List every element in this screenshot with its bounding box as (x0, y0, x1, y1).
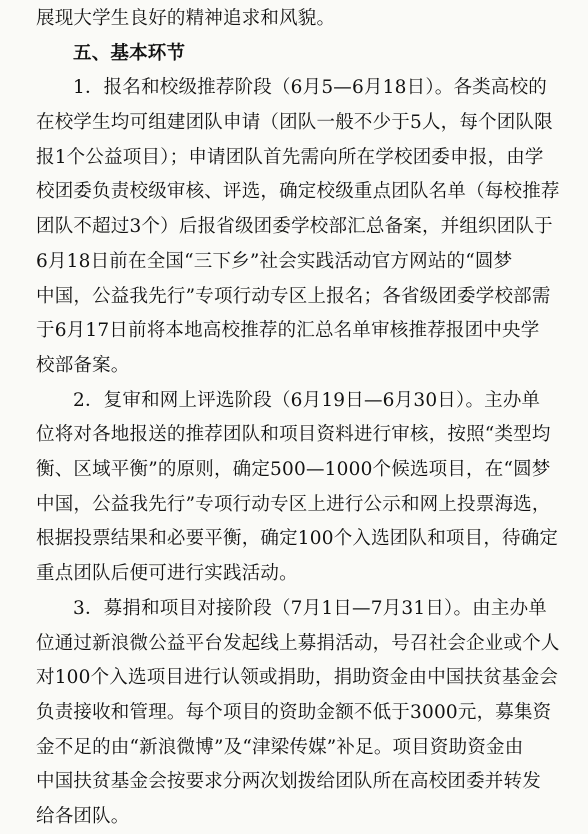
stage1-line-5 (0, 210, 588, 244)
stage2-text-5: 根据投票结果和必要平衡，确定100个入选团队和项目，待确定 (36, 528, 559, 550)
stage2-line-4 (0, 488, 588, 522)
stage1-text-9: 校部备案。 (36, 354, 130, 376)
stage3-text-4: 负责接收和管理。每个项目的资助金额不低于3000元，募集资 (36, 701, 552, 723)
stage3-line-1 (0, 592, 588, 626)
stage3-text-3: 对100个入选项目进行认领或捐助，捐助资金由中国扶贫基金会 (36, 667, 559, 689)
stage2-line-5 (0, 522, 588, 556)
stage3-text-2: 位通过新浪微公益平台发起线上募捐活动，号召社会企业或个人 (36, 632, 560, 654)
stage2-line-2 (0, 418, 588, 452)
stage3-line-3 (0, 661, 588, 695)
stage2-text-2: 位将对各地报送的推荐团队和项目资料进行审核，按照“类型均 (36, 424, 551, 446)
stage1-text-1: 1．报名和校级推荐阶段（6月5—6月18日）。各类高校的 (73, 77, 547, 99)
stage3-line-4 (0, 696, 588, 730)
stage3-text-6: 中国扶贫基金会按要求分两次划拨给团队所在高校团委并转发 (36, 771, 541, 793)
stage1-text-5: 团队不超过3个）后报省级团委学校部汇总备案，并组织团队于 (36, 216, 553, 238)
stage1-text-4: 校团委负责校级审核、评选，确定校级重点团队名单（每校推荐 (36, 181, 560, 203)
stage1-line-9 (0, 349, 588, 383)
stage2-line-3 (0, 453, 588, 487)
stage3-line-2 (0, 627, 588, 661)
stage1-text-6: 6月18日前在全国“三下乡”社会实践活动官方网站的“圆梦 (36, 250, 513, 272)
stage1-line-4 (0, 175, 588, 209)
stage2-line-6 (0, 557, 588, 591)
paragraph-intro-line (0, 2, 588, 36)
stage3-text-1: 3．募捐和项目对接阶段（7月1日—7月31日）。由主办单 (73, 597, 547, 619)
stage3-line-6 (0, 765, 588, 799)
stage1-text-7: 中国，公益我先行”专项行动专区上报名；各省级团委学校部需 (36, 285, 551, 307)
stage2-text-1: 2．复审和网上评选阶段（6月19日—6月30日）。主办单 (73, 389, 541, 411)
stage3-text-5: 金不足的由“新浪微博”及“津梁传媒”补足。项目资助资金由 (36, 736, 524, 758)
section-heading (0, 37, 588, 71)
stage1-text-2: 在校学生均可组建团队申请（团队一般不少于5人，每个团队限 (36, 112, 553, 134)
stage1-text-8: 于6月17日前将本地高校推荐的汇总名单审核推荐报团中央学 (36, 320, 540, 342)
stage2-text-3: 衡、区域平衡”的原则，确定500—1000个候选项目，在“圆梦 (36, 459, 551, 481)
section-heading-text: 五、基本环节 (73, 42, 186, 64)
stage1-line-8 (0, 314, 588, 348)
stage1-line-1 (0, 71, 588, 105)
intro-text: 展现大学生良好的精神追求和风貌。 (36, 8, 336, 29)
stage1-text-3: 报1个公益项目）；申请团队首先需向所在学校团委申报，由学 (36, 146, 544, 168)
stage1-line-7 (0, 280, 588, 314)
stage3-line-5 (0, 731, 588, 765)
stage1-line-2 (0, 106, 588, 140)
stage2-text-6: 重点团队后便可进行实践活动。 (36, 563, 298, 585)
stage3-text-7: 给各团队。 (36, 806, 130, 827)
stage3-line-7 (0, 800, 588, 834)
stage2-text-4: 中国，公益我先行”专项行动专区上进行公示和网上投票海选， (36, 493, 551, 515)
stage1-line-3 (0, 141, 588, 175)
stage2-line-1 (0, 384, 588, 418)
stage1-line-6 (0, 245, 588, 279)
